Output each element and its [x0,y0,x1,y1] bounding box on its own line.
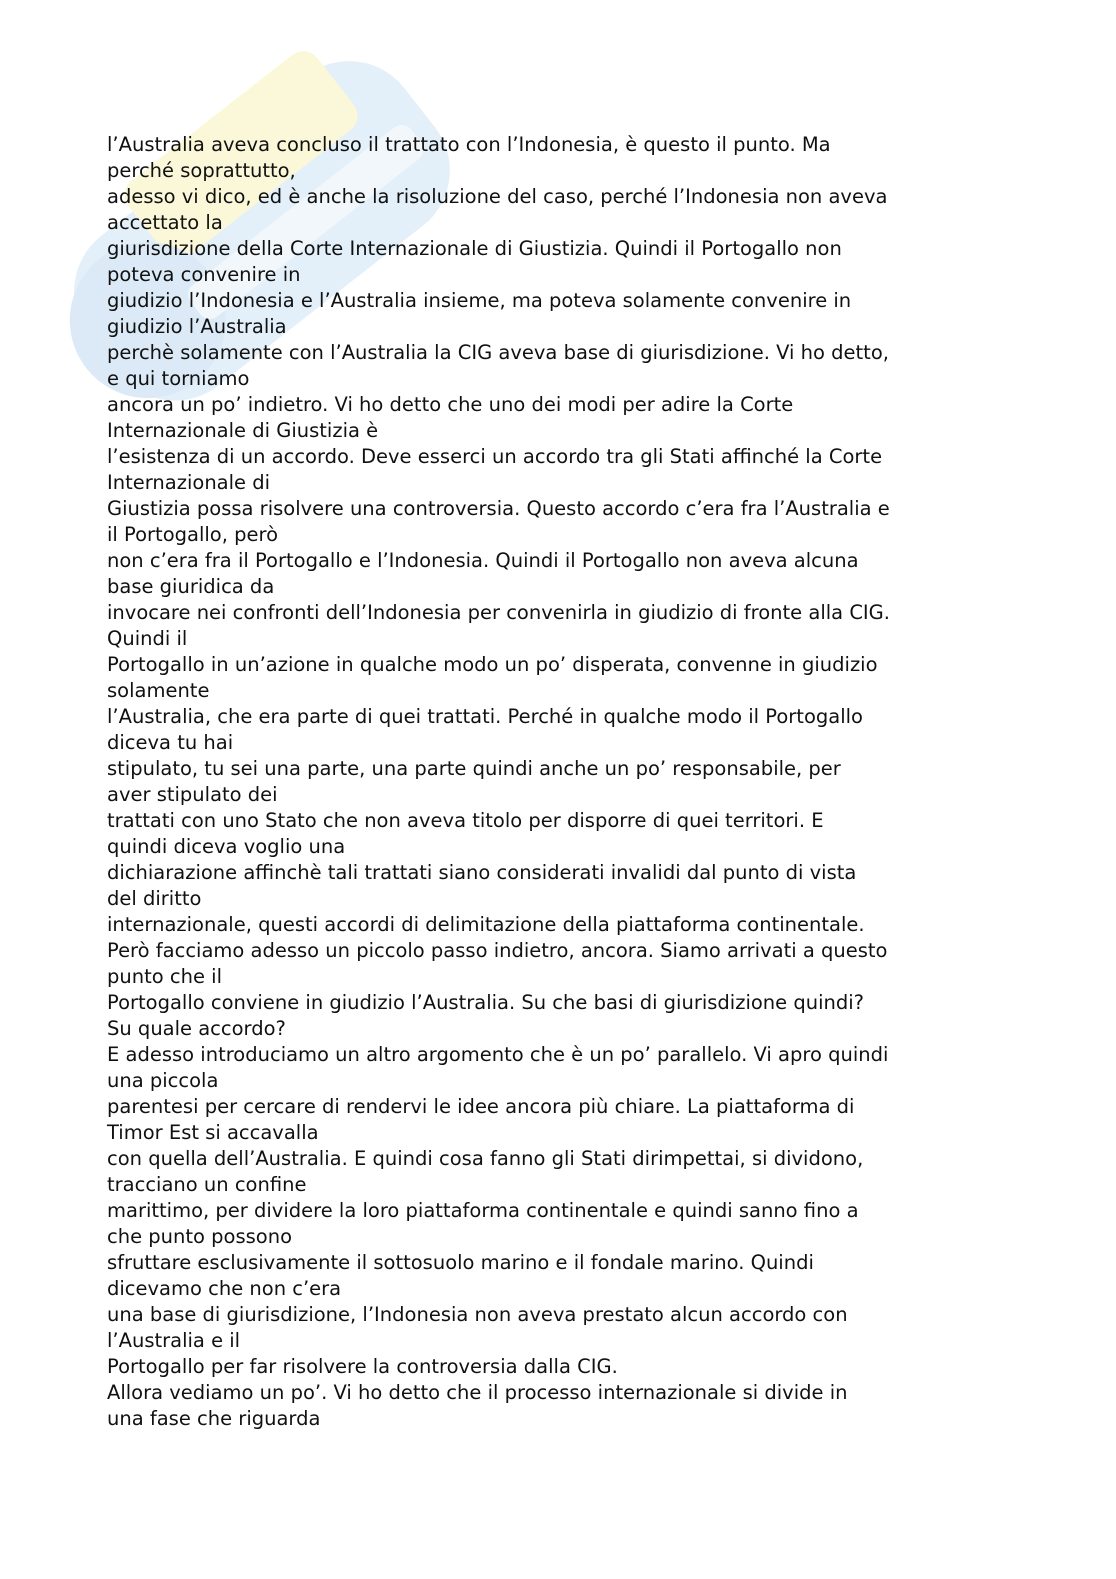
text-line: con quella dell’Australia. E quindi cosa fanno gli Stati dirimpettai, si dividono, [107,1147,864,1170]
text-line: Allora vediamo un po’. Vi ho detto che il processo internazionale si divide in [107,1381,848,1404]
text-line: dichiarazione affinchè tali trattati siano considerati invalidi dal punto di vista [107,861,857,884]
text-line: stipulato, tu sei una parte, una parte quindi anche un po’ responsabile, per [107,757,841,780]
text-line: l’Australia aveva concluso il trattato con l’Indonesia, è questo il punto. Ma [107,133,831,156]
text-line: Portogallo conviene in giudizio l’Australia. Su che basi di giurisdizione quindi? [107,991,865,1014]
text-line: una fase che riguarda [107,1407,321,1430]
text-line: che punto possono [107,1225,292,1248]
text-line: giudizio l’Indonesia e l’Australia insieme, ma poteva solamente convenire in [107,289,852,312]
text-line: Internazionale di Giustizia è [107,419,379,442]
text-line: base giuridica da [107,575,275,598]
text-line: l’Australia e il [107,1329,241,1352]
text-line: non c’era fra il Portogallo e l’Indonesia. Quindi il Portogallo non aveva alcuna [107,549,859,572]
text-line: diceva tu hai [107,731,234,754]
text-line: una piccola [107,1069,219,1092]
text-line: l’Australia, che era parte di quei trattati. Perché in qualche modo il Portogallo [107,705,863,728]
text-line: adesso vi dico, ed è anche la risoluzione del caso, perché l’Indonesia non aveva [107,185,888,208]
text-line: Internazionale di [107,471,271,494]
text-line: Su quale accordo? [107,1017,286,1040]
text-line: invocare nei confronti dell’Indonesia per convenirla in giudizio di fronte alla CIG. [107,601,890,624]
text-line: del diritto [107,887,202,910]
text-line: giudizio l’Australia [107,315,287,338]
text-line: trattati con uno Stato che non aveva titolo per disporre di quei territori. E [107,809,824,832]
text-line: una base di giurisdizione, l’Indonesia non aveva prestato alcun accordo con [107,1303,848,1326]
text-line: giurisdizione della Corte Internazionale di Giustizia. Quindi il Portogallo non [107,237,842,260]
text-line: accettato la [107,211,223,234]
text-line: solamente [107,679,210,702]
text-line: dicevamo che non c’era [107,1277,342,1300]
text-line: sfruttare esclusivamente il sottosuolo marino e il fondale marino. Quindi [107,1251,814,1274]
text-line: internazionale, questi accordi di delimitazione della piattaforma continentale. [107,913,865,936]
text-line: perchè solamente con l’Australia la CIG aveva base di giurisdizione. Vi ho detto, [107,341,889,364]
text-line: quindi diceva voglio una [107,835,346,858]
text-line: aver stipulato dei [107,783,278,806]
text-line: Però facciamo adesso un piccolo passo indietro, ancora. Siamo arrivati a questo [107,939,888,962]
text-line: parentesi per cercare di rendervi le idee ancora più chiare. La piattaforma di [107,1095,855,1118]
text-line: ancora un po’ indietro. Vi ho detto che uno dei modi per adire la Corte [107,393,794,416]
text-line: punto che il [107,965,222,988]
text-line: perché soprattutto, [107,159,296,182]
text-line: il Portogallo, però [107,523,279,546]
text-line: poteva convenire in [107,263,301,286]
text-line: Portogallo in un’azione in qualche modo un po’ disperata, convenne in giudizio [107,653,878,676]
text-line: Timor Est si accavalla [107,1121,319,1144]
text-line: Giustizia possa risolvere una controversia. Questo accordo c’era fra l’Australia e [107,497,890,520]
document-body [107,132,1097,1432]
text-line: tracciano un confine [107,1173,307,1196]
text-line: e qui torniamo [107,367,250,390]
text-line: Quindi il [107,627,188,650]
text-line: E adesso introduciamo un altro argomento che è un po’ parallelo. Vi apro quindi [107,1043,889,1066]
text-line: Portogallo per far risolvere la controversia dalla CIG. [107,1355,618,1378]
text-line: marittimo, per dividere la loro piattaforma continentale e quindi sanno fino a [107,1199,859,1222]
text-line: l’esistenza di un accordo. Deve esserci un accordo tra gli Stati affinché la Corte [107,445,883,468]
